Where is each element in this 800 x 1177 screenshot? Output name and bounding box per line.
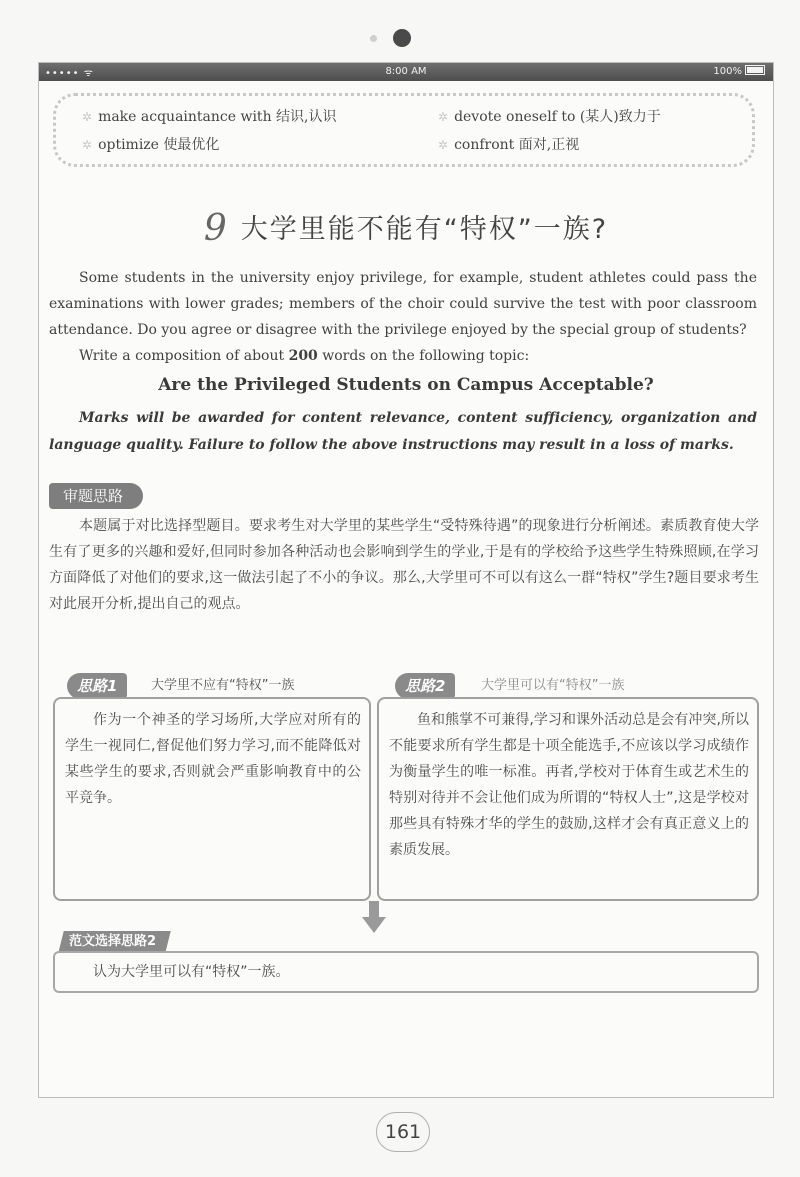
idea2-box: 鱼和熊掌不可兼得,学习和课外活动总是会有冲突,所以不能要求所有学生都是十项全能选手,不应该以学习成绩作为衡量学生的唯一标准。再者,学校对于体育生或艺术生的特别对待并不会让他们成为所谓的“特权人士”,这是学校对那些具有特殊才华的学生的鼓励,这样才会有真正意义上的素质发展。: [377, 697, 759, 901]
vocabulary-box: [53, 93, 755, 167]
section-title: [39, 207, 773, 249]
signal-icon: •••••: [45, 68, 80, 79]
bullet-icon: ✲: [438, 138, 449, 152]
status-bar: [39, 63, 773, 81]
down-arrow-icon: [362, 901, 386, 935]
page-number: 161: [376, 1112, 430, 1152]
bullet-icon: ✲: [82, 138, 93, 152]
status-time: 8:00 AM: [385, 66, 427, 77]
prompt-instruction: Write a composition of about 200 words on the following topic:: [79, 348, 530, 364]
composition-topic: Are the Privileged Students on Campus Acceptable?: [158, 375, 654, 395]
wifi-icon: ᯤ: [83, 68, 94, 79]
sample-label: 范文选择思路2: [58, 931, 171, 953]
vocab-item: ✲ devote oneself to (某人)致力于: [438, 109, 661, 125]
bullet-icon: ✲: [82, 110, 93, 124]
battery-icon: [745, 65, 765, 75]
idea1-title: 大学里不应有“特权”一族: [151, 678, 295, 693]
section-title-text: 大学里能不能有“特权”一族?: [240, 214, 609, 245]
tablet-screen: [38, 62, 774, 1098]
analysis-text: 本题属于对比选择型题目。要求考生对大学里的某些学生“受特殊待遇”的现象进行分析阐述。素质教育使大学生有了更多的兴趣和爱好,但同时参加各种活动也会影响到学生的学业,于是有的学校给予这些学生特殊照顾,在学习方面降低了对他们的要求,这一做法引起了不小的争议。那么,大学里可不可以有这么一群“特权”学生?题目要求考生对此展开分析,提出自己的观点。: [49, 518, 759, 612]
vocab-item: ✲ confront 面对,正视: [438, 137, 580, 153]
analysis-label: 审题思路: [49, 483, 143, 509]
bullet-icon: ✲: [438, 110, 449, 124]
idea2-title: 大学里可以有“特权”一族: [481, 678, 625, 693]
vocab-item: ✲ optimize 使最优化: [82, 137, 220, 153]
camera-dot-small: [370, 35, 377, 42]
section-number: 9: [203, 208, 229, 249]
battery-percent: 100%: [713, 66, 742, 77]
page-indicator: [0, 28, 800, 48]
prompt-paragraph: Some students in the university enjoy privilege, for example, student athletes could pass the examinations with lower grades; members of the choir could survive the test with poor classroom attendance. Do you agree or disagree with the privilege enjoyed by the special group of students?: [49, 270, 757, 338]
battery-indicator: [713, 65, 765, 77]
idea1-label: 思路1: [67, 673, 127, 699]
prompt-text: [49, 265, 757, 369]
marks-note: Marks will be awarded for content relevance, content sufficiency, organization and language quality. Failure to follow the above instructions may result in a loss of marks.: [49, 410, 757, 453]
vocab-item: ✲ make acquaintance with 结识,认识: [82, 109, 337, 125]
sample-box: 认为大学里可以有“特权”一族。: [53, 951, 759, 993]
idea2-label: 思路2: [395, 673, 455, 699]
camera-dot-large: [393, 29, 411, 47]
idea1-box: 作为一个神圣的学习场所,大学应对所有的学生一视同仁,督促他们努力学习,而不能降低对某些学生的要求,否则就会严重影响教育中的公平竞争。: [53, 697, 371, 901]
